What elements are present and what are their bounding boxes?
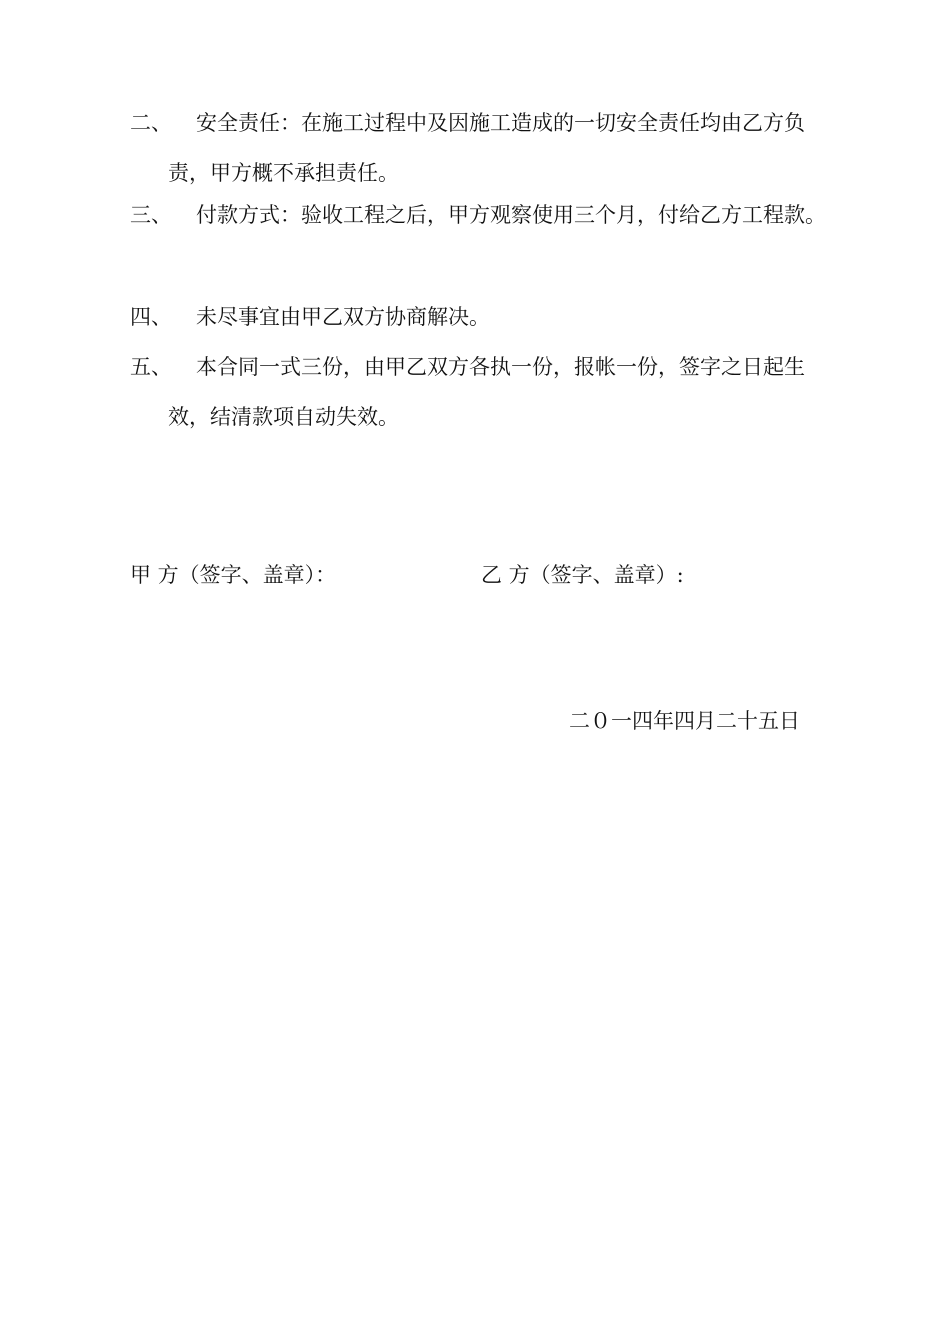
clause-number: 四、 (130, 305, 172, 329)
clause-number: 三、 (130, 203, 172, 227)
clause-2 (130, 98, 830, 198)
clause-5 (130, 342, 830, 442)
clause-text: 安全责任：在施工过程中及因施工造成的一切安全责任均由乙方负责，甲方概不承担责任。 (168, 111, 805, 185)
party-b-signature-label: 乙 方（签字、盖章）: (481, 563, 684, 587)
contract-date: 二０一四年四月二十五日 (569, 709, 800, 733)
clause-text: 未尽事宜由甲乙双方协商解决。 (196, 305, 490, 329)
clause-4 (130, 292, 830, 342)
clause-text: 付款方式：验收工程之后，甲方观察使用三个月，付给乙方工程款。 (196, 203, 826, 227)
clause-number: 二、 (130, 111, 172, 135)
clause-text: 本合同一式三份，由甲乙双方各执一份，报帐一份，签字之日起生效，结清款项自动失效。 (168, 355, 805, 429)
party-a-signature-label: 甲 方（签字、盖章）： (130, 563, 337, 587)
clause-number: 五、 (130, 355, 172, 379)
clause-3 (130, 190, 830, 240)
